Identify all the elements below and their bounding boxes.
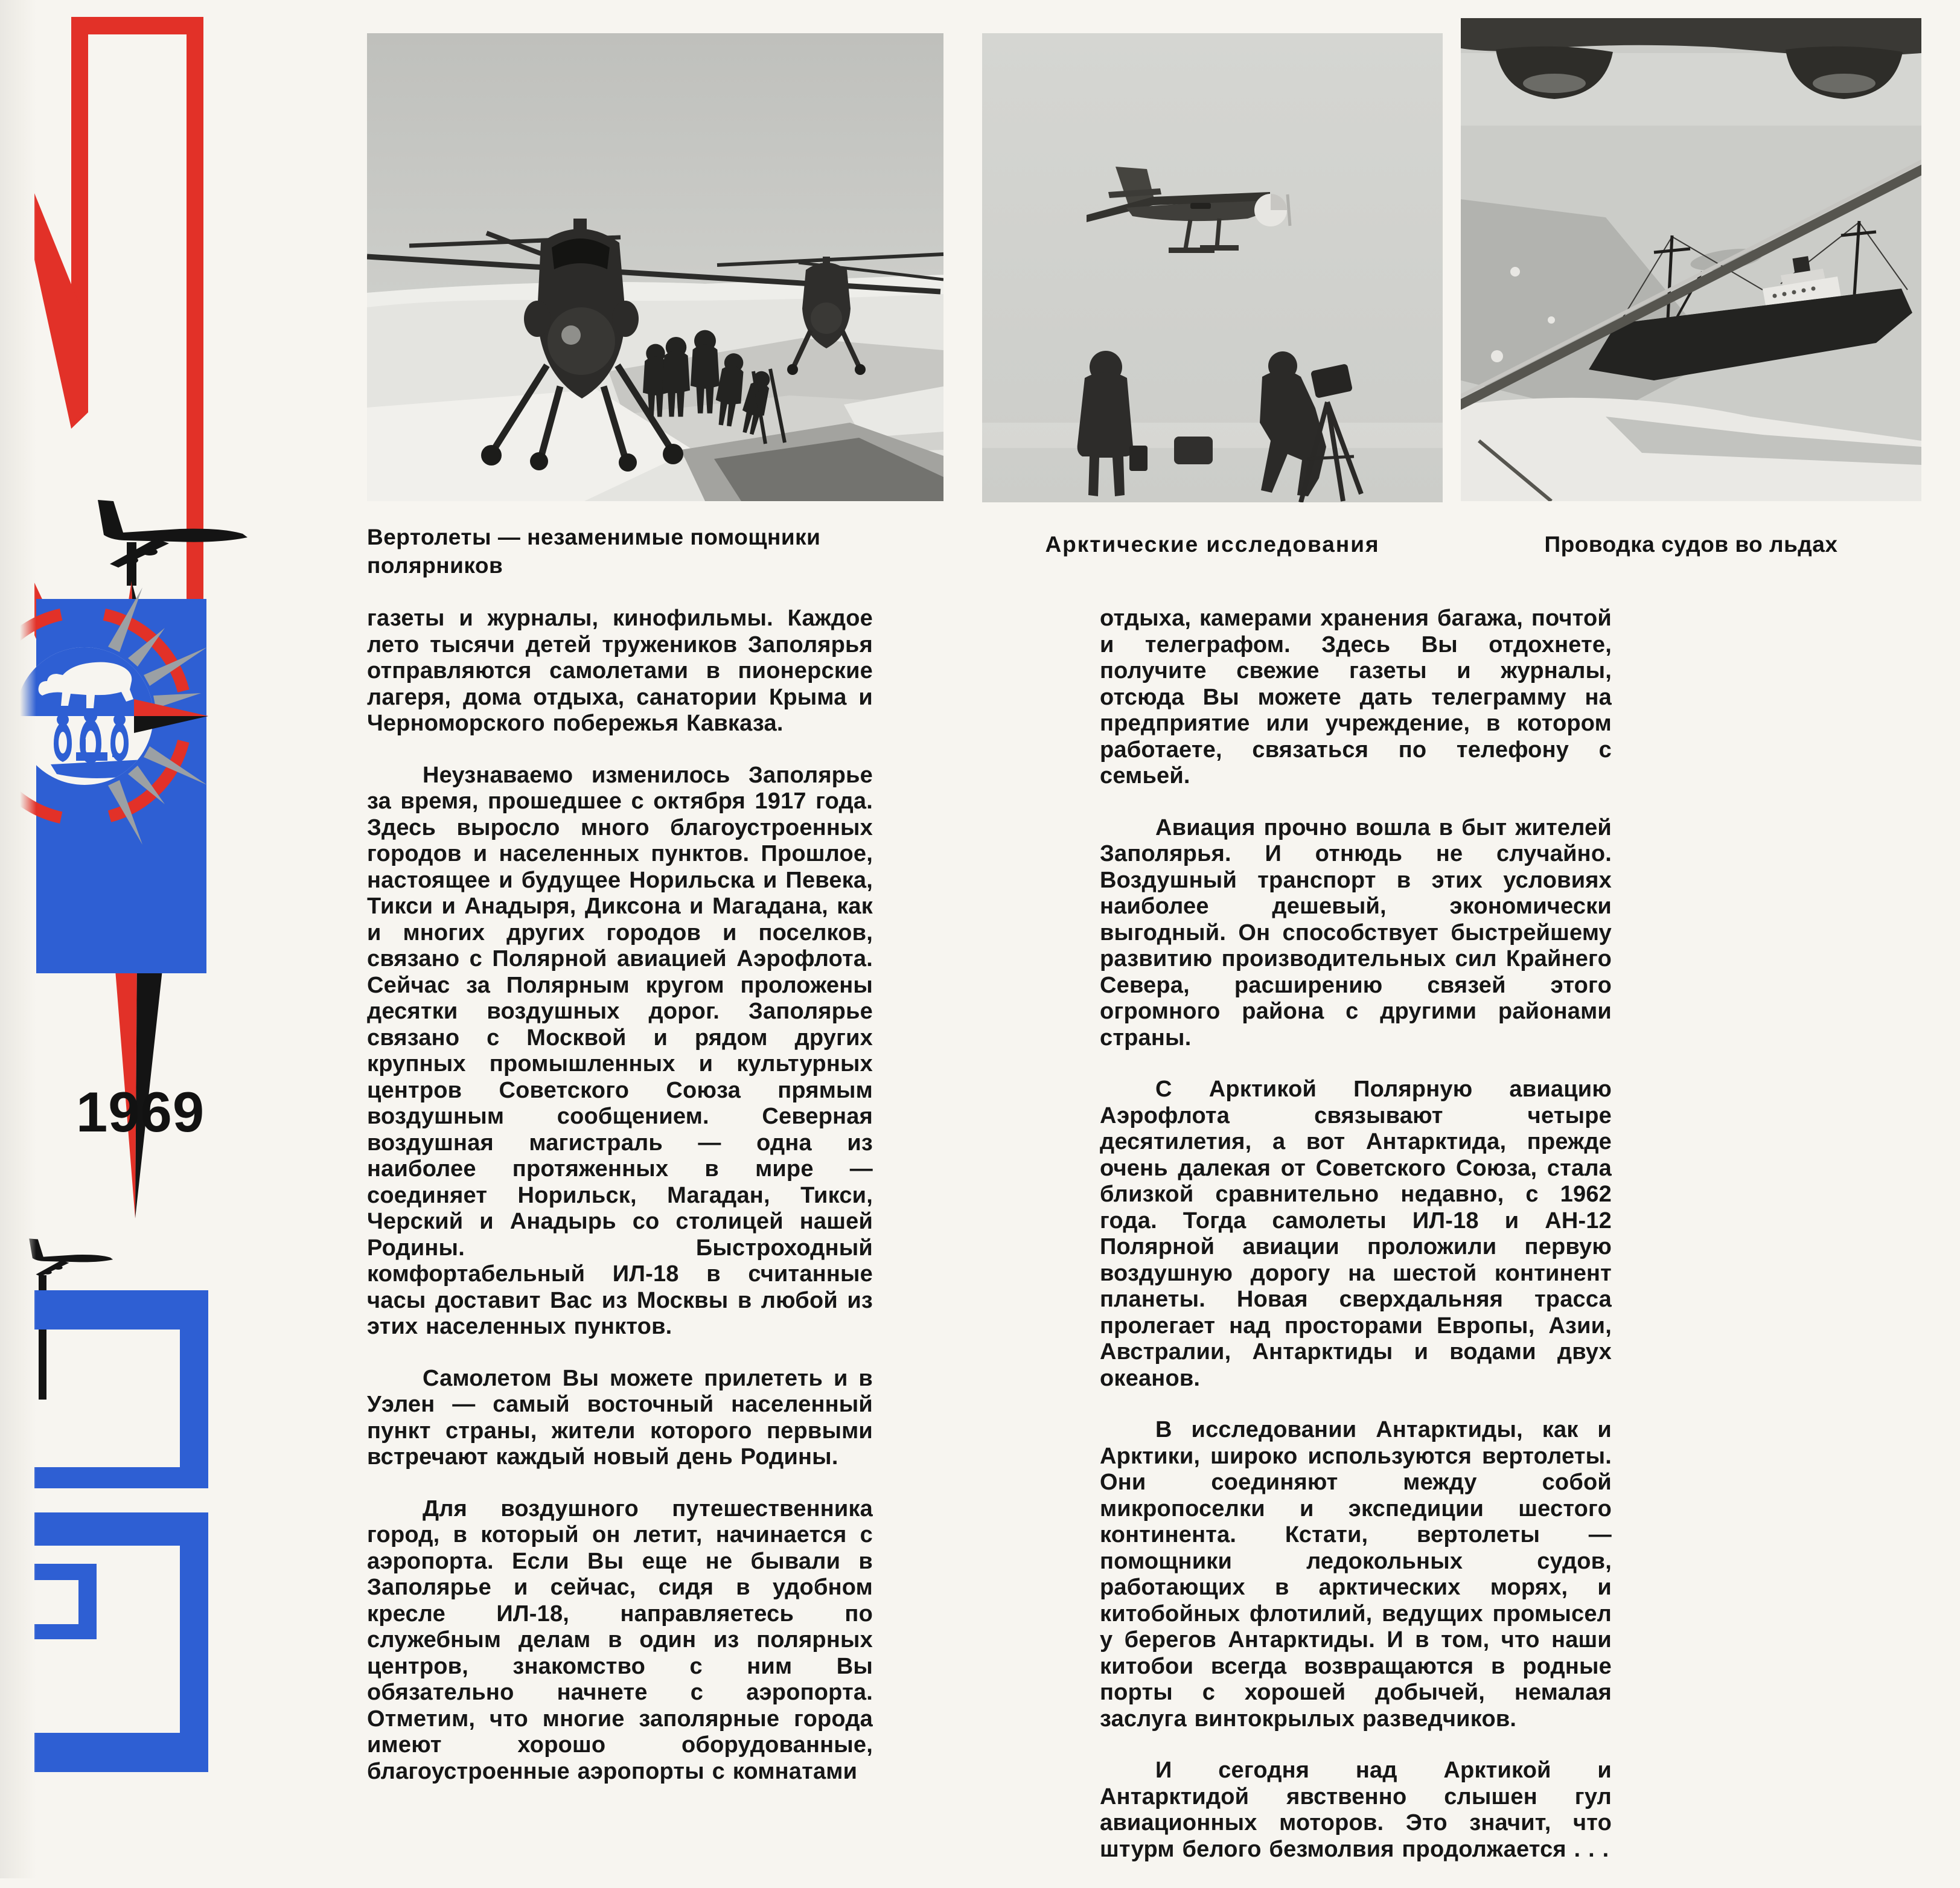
- body-paragraph: отдыха, камерами хранения багажа, почтой и телеграфом. Здесь Вы отдохнете, получите свежие газеты и журналы, отсюда Вы можете дать телеграмму на предприятие или учреждение, в котором работаете, связаться по телефону с семьей.: [1100, 606, 1612, 789]
- body-paragraph: Для воздушного путешественника город, в который он летит, начинается с аэропорта. Если Вы еще не бывали в Заполярье и сейчас, сидя в удобном кресле ИЛ-18, направляетесь по служебным делам в один из полярных центров, знакомство с ним Вы обязательно начнете с аэропорта. Отметим, что многие заполярные города имеют хорошо оборудованные, благоустроенные аэропорты с комнатами: [367, 1496, 873, 1784]
- body-paragraph: В исследовании Антарктиды, как и Арктики, широко используются вертолеты. Они соединяют между собой микропоселки и экспедиции шестого континента. Кстати, вертолеты — помощники ледокольных судов, работающих в арктических морях, и китобойных флотилий, ведущих промысел у берегов Антарктиды. И в том, что наши китобои всегда возвращаются в родные порты с хорошей добычей, немалая заслуга винтокрылых разведчиков.: [1100, 1417, 1612, 1732]
- text-column-left: [367, 606, 873, 1810]
- bag-on-snow: [1174, 437, 1213, 464]
- body-paragraph: Неузнаваемо изменилось Заполярье за время, прошедшее с октября 1917 года. Здесь выросло много благоустроенных городов и населенных пунктов. Прошлое, настоящее и будущее Норильска и Певека, Тикси и Анадыря, Диксона и Магадана, как и многих других городов и поселков, связано с Полярной авиацией Аэрофлота. Сейчас за Полярным кругом проложены десятки воздушных дорог. Заполярье связано с Москвой и рядом других крупных промышленных и культурных центров Советского Союза прямым воздушным сообщением. Северная воздушная магистраль — одна из наиболее протяженных в мире — соединяет Норильск, Магадан, Тикси, Черский и Анадырь со столицей нашей Родины. Быстроходный комфортабельный ИЛ-18 в считанные часы доставит Вас из Москвы в любой из этих населенных пунктов.: [367, 762, 873, 1339]
- airplane-icon: [98, 500, 247, 586]
- photo-caption: Арктические исследования: [1045, 532, 1380, 557]
- body-paragraph: Самолетом Вы можете прилететь и в Уэлен — самый восточный населенный пункт страны, жители которого первыми встречают каждый новый день Родины.: [367, 1365, 873, 1470]
- page-edge-shadow: [0, 0, 36, 1878]
- body-paragraph: И сегодня над Арктикой и Антарктидой явственно слышен гул авиационных моторов. Это значит, что штурм белого безмолвия продолжается . . .: [1100, 1758, 1612, 1862]
- photo-ship-in-ice: [1461, 18, 1921, 501]
- sidebar-artwork: [0, 0, 338, 1878]
- photo-caption: Проводка судов во льдах: [1544, 532, 1838, 557]
- year-label: 1969: [76, 1080, 205, 1144]
- text-column-right: [1100, 606, 1612, 1888]
- blue-letterforms: [34, 1290, 208, 1772]
- photo-helicopters-on-ice: [367, 33, 943, 501]
- photo-caption: Вертолеты — незаменимые помощники полярников: [367, 525, 821, 578]
- photo-arctic-research: [982, 33, 1443, 502]
- body-paragraph: газеты и журналы, кинофильмы. Каждое лето тысячи детей тружеников Заполярья отправляются самолетами в пионерские лагеря, дома отдыха, санатории Крыма и Черноморского побережья Кавказа.: [367, 606, 873, 736]
- body-paragraph: Авиация прочно вошла в быт жителей Заполярья. И отнюдь не случайно. Воздушный транспорт в этих условиях наиболее дешевый, экономически выгодный. Он способствует быстрейшему развитию производительных сил Крайнего Севера, расширению связей этого огромного района с другими районами страны.: [1100, 814, 1612, 1051]
- body-paragraph: С Арктикой Полярную авиацию Аэрофлота связывают четыре десятилетия, а вот Антарктида, прежде очень далекая от Советского Союза, стала близкой сравнительно недавно, с 1962 года. Тогда самолеты ИЛ-18 и АН-12 Полярной авиации проложили первую воздушную дорогу на шестой континент планеты. Новая сверхдальняя трасса пролегает над просторами Европы, Азии, Австралии, Антарктиды и водами двух океанов.: [1100, 1077, 1612, 1391]
